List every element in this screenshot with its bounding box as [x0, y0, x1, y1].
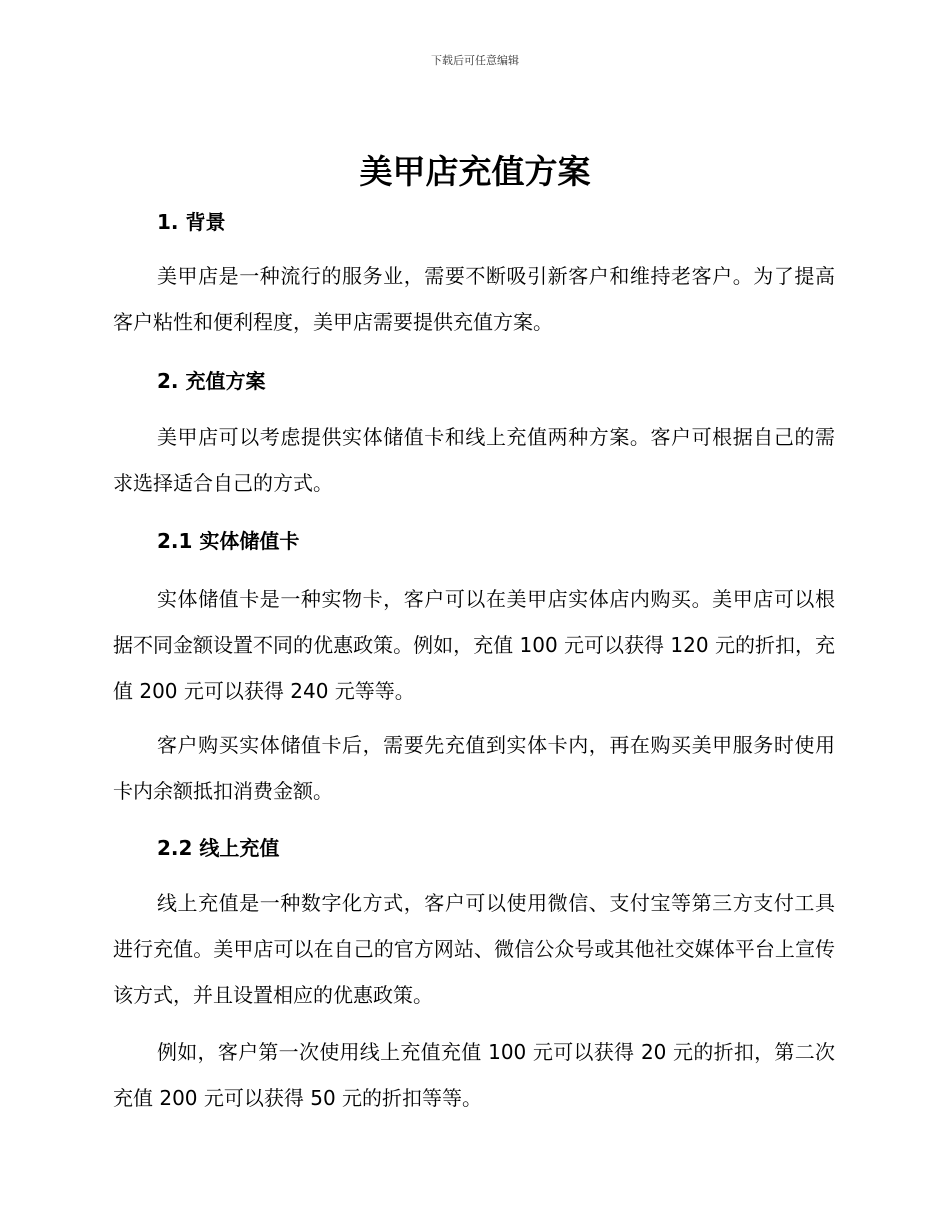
paragraph-online-recharge: 线上充值是一种数字化方式，客户可以使用微信、支付宝等第三方支付工具进行充值。美甲店可以在自己的官方网站、微信公众号或其他社交媒体平台上宣传该方式，并且设置相应的优惠政策。 — [113, 891, 835, 1007]
document-title: 美甲店充值方案 — [359, 152, 591, 191]
paragraph-physical-card: 实体储值卡是一种实物卡，客户可以在美甲店实体店内购买。美甲店可以根据不同金额设置不同的优惠政策。例如，充值 100 元可以获得 120 元的折扣，充值 200 元可以获得 240 元等等。 — [113, 587, 835, 703]
section-heading-recharge-plan: 2. 充值方案 — [157, 369, 266, 393]
paragraph-physical-card-usage: 客户购买实体储值卡后，需要先充值到实体卡内，再在购买美甲服务时使用卡内余额抵扣消费金额。 — [113, 733, 835, 803]
section-heading-background: 1. 背景 — [157, 210, 226, 234]
header-note: 下载后可任意编辑 — [431, 54, 519, 67]
paragraph-online-example: 例如，客户第一次使用线上充值充值 100 元可以获得 20 元的折扣，第二次充值 200 元可以获得 50 元的折扣等等。 — [113, 1040, 835, 1110]
paragraph-recharge-plan: 美甲店可以考虑提供实体储值卡和线上充值两种方案。客户可根据自己的需求选择适合自己的方式。 — [113, 425, 835, 495]
section-heading-physical-card: 2.1 实体储值卡 — [157, 529, 300, 553]
paragraph-background: 美甲店是一种流行的服务业，需要不断吸引新客户和维持老客户。为了提高客户粘性和便利程度，美甲店需要提供充值方案。 — [113, 264, 835, 334]
section-heading-online-recharge: 2.2 线上充值 — [157, 836, 280, 860]
